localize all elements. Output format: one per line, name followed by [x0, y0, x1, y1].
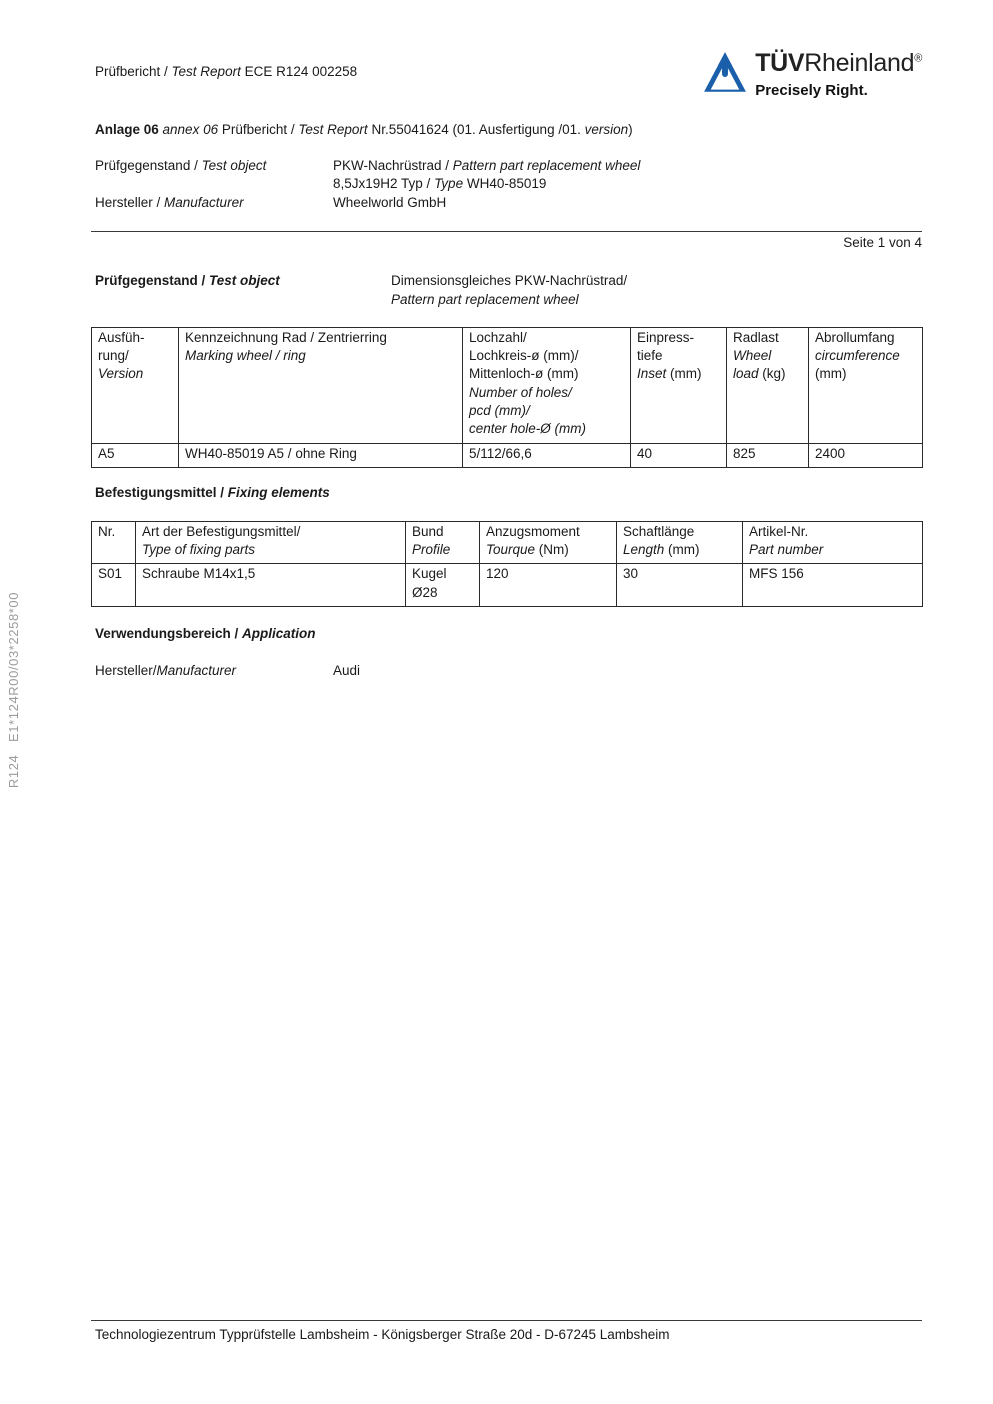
col-header-profile [406, 521, 480, 564]
logo-tagline: Precisely Right. [755, 81, 868, 99]
application-manufacturer-value: Audi [333, 662, 361, 678]
col-header-wheel-load [727, 327, 809, 443]
run: Lochkreis-ø (mm)/ [469, 347, 579, 363]
run: Kennzeichnung Rad / Zentrierring [185, 329, 387, 345]
annex-report-number: Nr.55041624 (01. Ausfertigung /01. [367, 122, 585, 138]
col-header-part-number [743, 521, 923, 564]
vertical-reference-code: R124 E1*124R00/03*2258*00 [6, 591, 22, 789]
run: Wheel [733, 347, 772, 363]
run: WH40-85019 [463, 176, 547, 192]
test-object-description [391, 272, 627, 309]
logo-tuv-text: TÜV [755, 49, 805, 77]
section-heading-application [95, 625, 922, 644]
annex-run-7: ) [628, 122, 633, 138]
run: Schaftlänge [623, 523, 695, 539]
tuv-rheinland-logo [703, 50, 922, 101]
wheel-spec-row [92, 443, 923, 467]
page-footer [91, 1320, 922, 1345]
logo-text-block [755, 50, 922, 101]
section-heading-fixing-elements [95, 484, 922, 503]
annex-number-en: annex 06 [162, 122, 219, 138]
run: tiefe [637, 347, 663, 363]
run: 8,5Jx19H2 Typ / [333, 176, 435, 192]
cell-holes: 5/112/66,6 [463, 443, 631, 467]
logo-rheinland-text: Rheinland [804, 49, 915, 77]
run: Artikel-Nr. [749, 523, 809, 539]
test-object-description-de: Dimensionsgleiches PKW-Nachrüstrad/ [391, 273, 628, 289]
col-header-inset [631, 327, 727, 443]
col-header-torque [480, 521, 617, 564]
cell-version: A5 [92, 443, 179, 467]
run: (mm) [815, 366, 847, 382]
col-header-holes [463, 327, 631, 443]
cell-part-number: MFS 156 [743, 564, 923, 607]
col-header-version [92, 327, 179, 443]
col-header-fixing-type [136, 521, 406, 564]
run: Profile [412, 542, 451, 558]
run: center hole-Ø (mm) [469, 421, 587, 437]
cell-shaft-length: 30 [617, 564, 743, 607]
cell-torque: 120 [480, 564, 617, 607]
test-object-value [333, 157, 922, 194]
test-object-value-line-1 [333, 157, 922, 176]
annex-run-3: Prüfbericht / [218, 122, 299, 138]
run: Type of fixing parts [142, 542, 256, 558]
manufacturer-label-de: Hersteller / [95, 195, 165, 211]
manufacturer-label [95, 194, 333, 213]
logo-registered-mark: ® [914, 52, 922, 65]
test-object-info-block [95, 157, 922, 213]
header-divider-line [91, 231, 922, 232]
run: Pattern part replacement wheel [452, 157, 641, 173]
run: Ausfüh- [98, 329, 145, 345]
run: Manufacturer [156, 662, 237, 678]
report-title [95, 63, 357, 82]
run: Kugel [412, 566, 447, 582]
annex-line [95, 121, 922, 140]
run: Length [623, 542, 665, 558]
run: (Nm) [535, 542, 569, 558]
run [637, 365, 720, 383]
cell-circumference: 2400 [809, 443, 923, 467]
fixing-elements-table-header [92, 521, 923, 564]
logo-wordmark [755, 50, 922, 78]
fixing-element-row [92, 564, 923, 607]
run: Lochzahl/ [469, 329, 527, 345]
cell-fixing-type: Schraube M14x1,5 [136, 564, 406, 607]
run: Abrollumfang [815, 329, 895, 345]
run: Part number [749, 542, 824, 558]
test-object-section [95, 272, 922, 309]
annex-run-4: Test Report [298, 122, 368, 138]
cell-wheel-load: 825 [727, 443, 809, 467]
run: Test object [209, 273, 280, 289]
annex-run-6: version [584, 122, 629, 138]
run: Fixing elements [227, 485, 330, 501]
col-header-circumference [809, 327, 923, 443]
test-object-label-en: Test object [201, 157, 267, 173]
run: Verwendungsbereich / [95, 626, 243, 642]
run: (mm) [666, 366, 702, 382]
application-manufacturer-row [95, 662, 922, 681]
tuv-triangle-icon [703, 51, 747, 93]
run: Befestigungsmittel / [95, 485, 228, 501]
col-header-nr [92, 521, 136, 564]
run: Ø28 [412, 584, 438, 600]
page-number: Seite 1 von 4 [843, 234, 922, 250]
wheel-spec-table [91, 327, 923, 469]
run: pcd (mm)/ [469, 403, 530, 418]
run: Hersteller/ [95, 662, 157, 678]
manufacturer-label-en: Manufacturer [164, 195, 244, 211]
run [733, 365, 802, 383]
run: Application [242, 626, 316, 642]
test-object-label-de: Prüfgegenstand / [95, 157, 202, 173]
cell-profile [406, 564, 480, 607]
run: Type [434, 176, 464, 192]
run [486, 541, 610, 559]
test-object-description-en: Pattern part replacement wheel [391, 291, 579, 307]
run: Anzugsmoment [486, 523, 580, 539]
wheel-spec-table-header [92, 327, 923, 443]
run: Version [98, 366, 144, 382]
run: PKW-Nachrüstrad / [333, 157, 453, 173]
run: Art der Befestigungsmittel/ [142, 523, 301, 539]
run: Mittenloch-ø (mm) [469, 366, 579, 382]
application-manufacturer-label [95, 662, 333, 681]
cell-inset: 40 [631, 443, 727, 467]
cell-nr: S01 [92, 564, 136, 607]
run: Inset [637, 366, 667, 382]
run: Nr. [98, 523, 116, 539]
run: load [733, 366, 759, 382]
run: circumference [815, 347, 900, 363]
manufacturer-value: Wheelworld GmbH [333, 195, 447, 211]
run: rung/ [98, 347, 129, 363]
run: (mm) [664, 542, 700, 558]
col-header-marking [179, 327, 463, 443]
run: (kg) [758, 366, 786, 382]
fixing-elements-table [91, 521, 923, 607]
cell-marking: WH40-85019 A5 / ohne Ring [179, 443, 463, 467]
run: Bund [412, 523, 444, 539]
report-title-run-3: ECE R124 002258 [240, 64, 358, 79]
annex-number: Anlage 06 [95, 122, 163, 138]
run: Tourque [486, 542, 536, 558]
run: Marking wheel / ring [185, 347, 306, 363]
col-header-shaft-length [617, 521, 743, 564]
run: Number of holes/ [469, 384, 572, 400]
report-title-run-1: Prüfbericht / [95, 64, 172, 79]
report-title-run-2: Test Report [171, 64, 241, 79]
run: Einpress- [637, 329, 695, 345]
test-object-value-line-2 [333, 175, 922, 194]
footer-address: Technologiezentrum Typprüfstelle Lambsheim - Königsberger Straße 20d - D-67245 Lambsheim [95, 1327, 670, 1342]
run: Radlast [733, 329, 779, 345]
run: Prüfgegenstand / [95, 273, 210, 289]
run [623, 541, 736, 559]
page-header [95, 50, 922, 101]
section-heading-test-object [95, 272, 391, 309]
test-object-label [95, 157, 333, 194]
